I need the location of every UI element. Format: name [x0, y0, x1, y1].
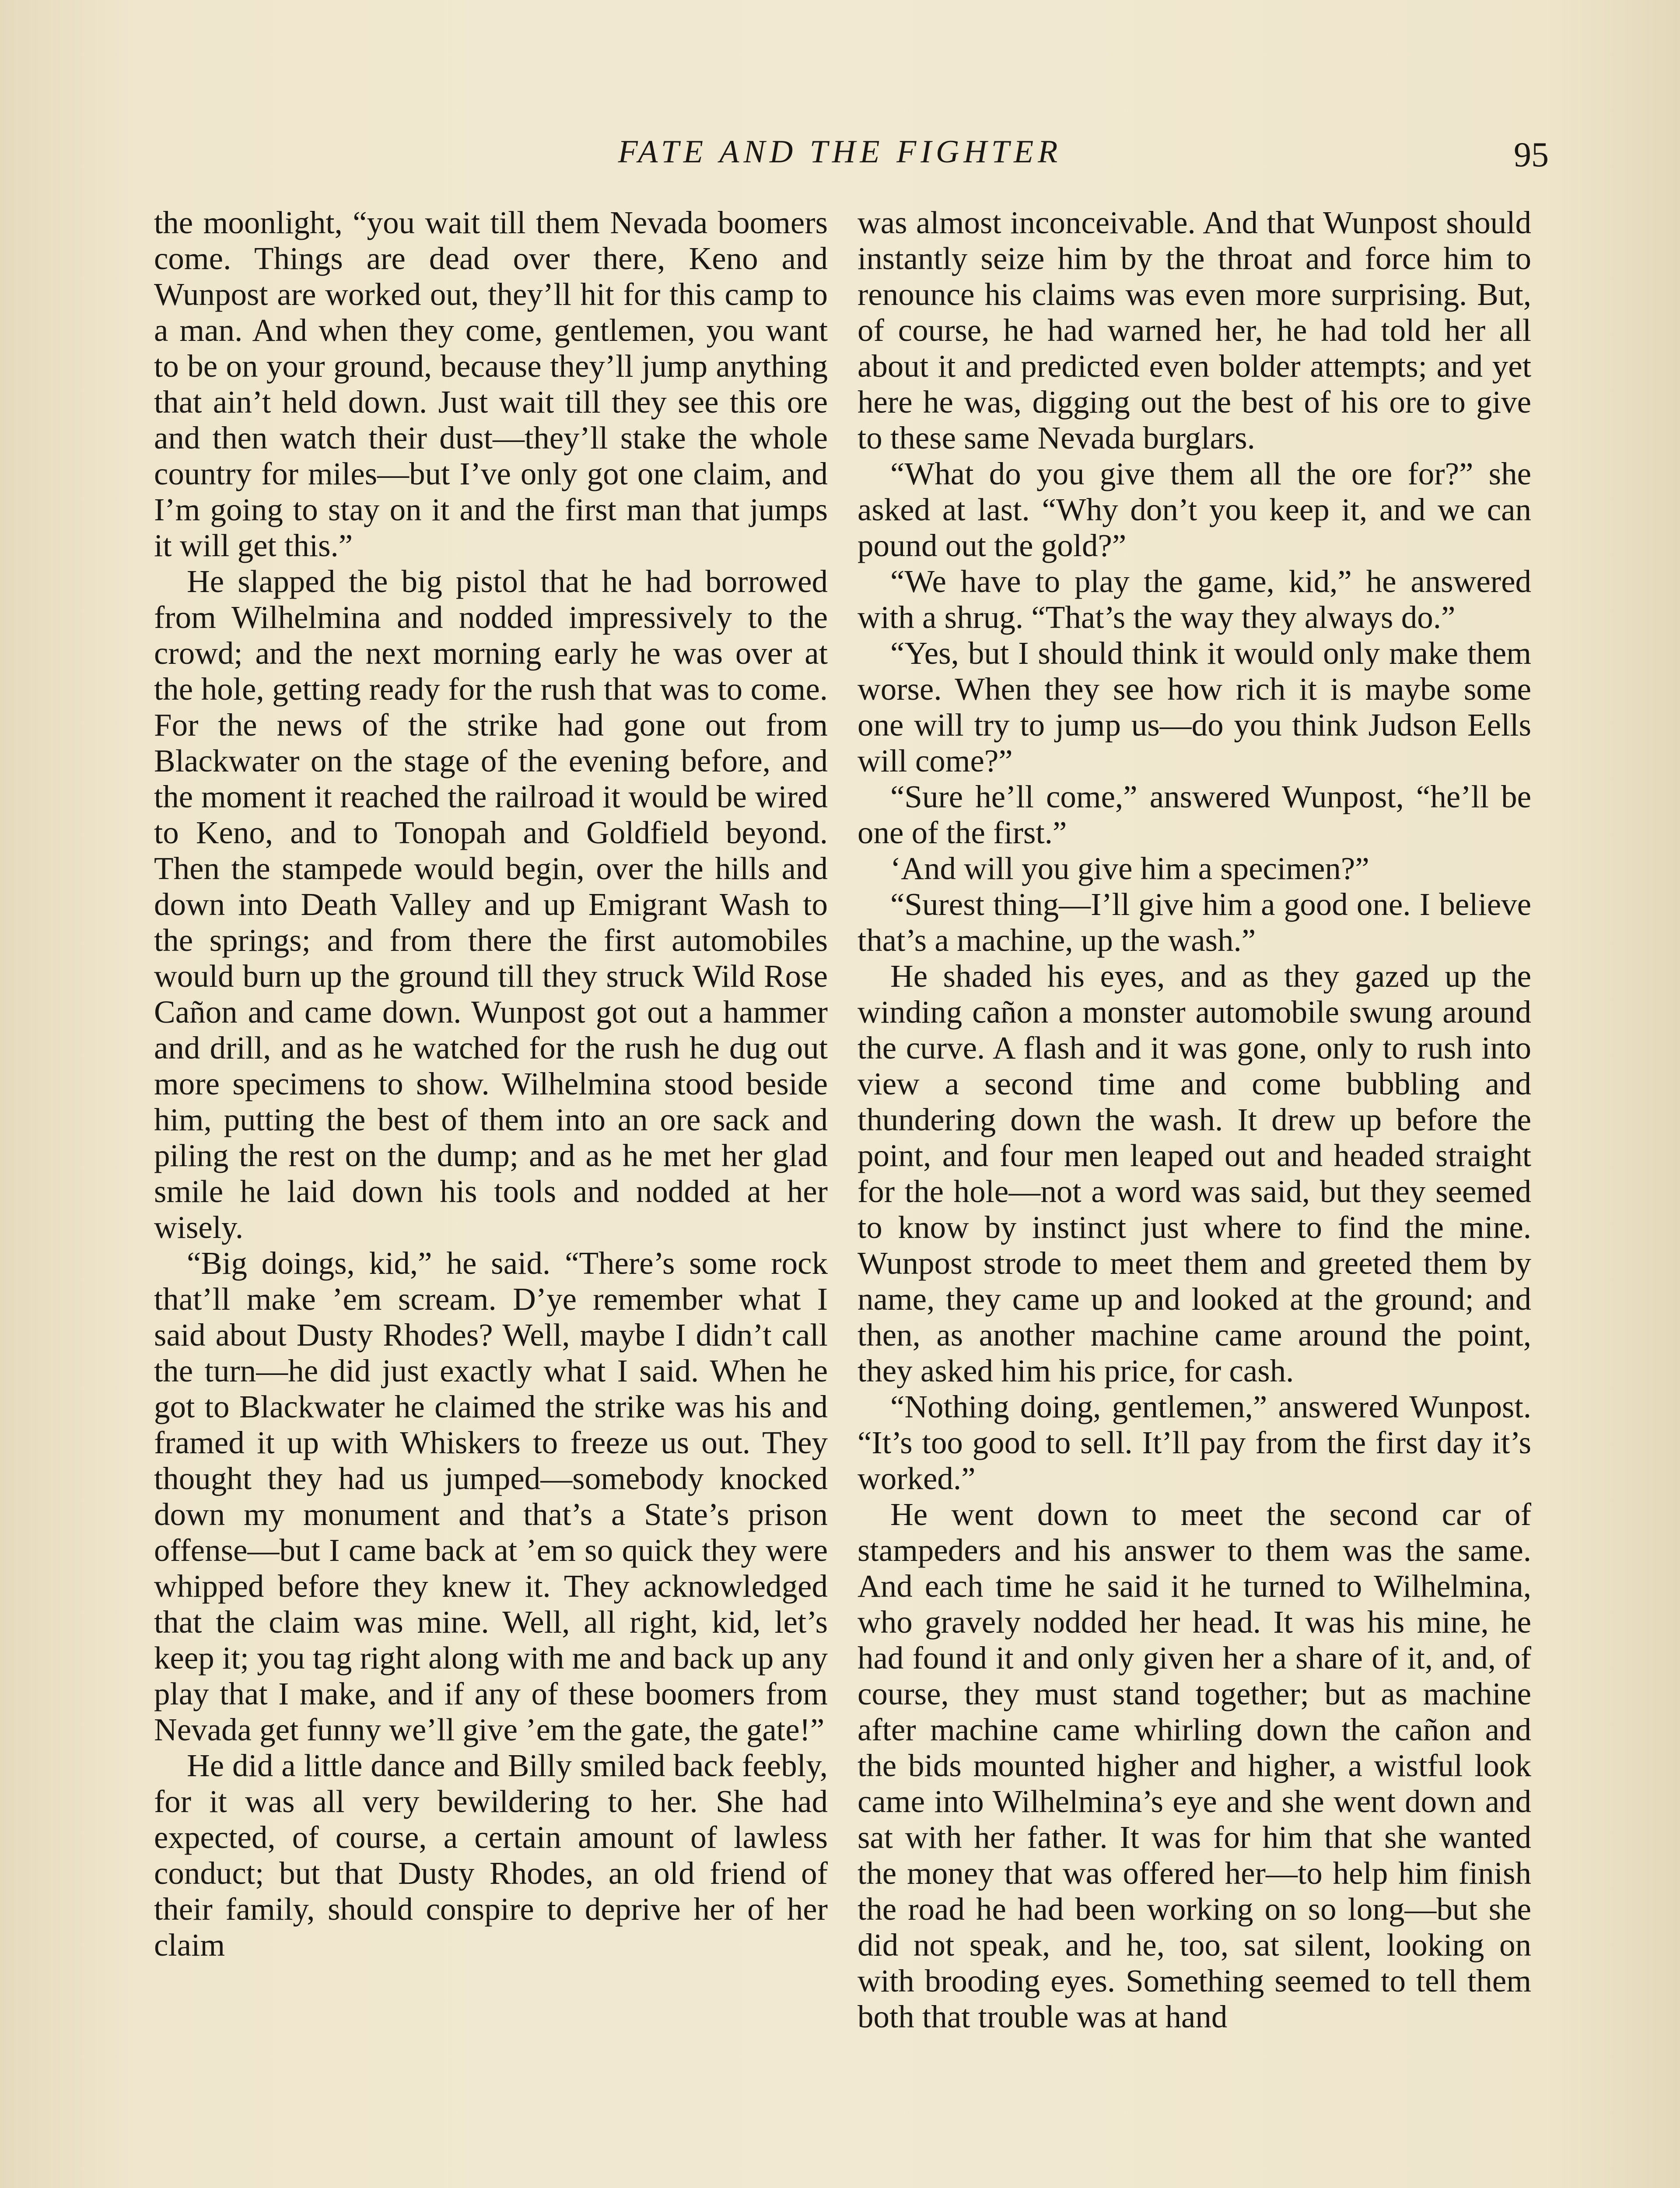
paragraph: He did a little dance and Billy smiled back feebly, for it was all very bewildering to her. She had expected, of course, a certain amount of lawless conduct; but that Dusty Rhodes, an old friend of their family, should conspire to deprive her of her claim [154, 1748, 828, 1963]
paragraph: “Yes, but I should think it would only make them worse. When they see how rich it is maybe some one will try to jump us—do you think Judson Eells will come?” [858, 635, 1531, 778]
paragraph: “Nothing doing, gentlemen,” answered Wunpost. “It’s too good to sell. It’ll pay from the first day it’s worked.” [858, 1389, 1531, 1496]
page-number: 95 [1514, 136, 1549, 174]
paragraph: “Big doings, kid,” he said. “There’s some rock that’ll make ’em scream. D’ye remember what I said about Dusty Rhodes? Well, maybe I didn’t call the turn—he did just exactly what I said. When he got to Blackwater he claimed the strike was his and framed it up with Whiskers to freeze us out. They thought they had us jumped—somebody knocked down my monument and that’s a State’s prison offense—but I came back at ’em so quick they were whipped before they knew it. They acknowledged that the claim was mine. Well, all right, kid, let’s keep it; you tag right along with me and back up any play that I make, and if any of these boomers from Nevada get funny we’ll give ’em the gate, the gate!” [154, 1245, 828, 1747]
paragraph: ‘And will you give him a specimen?” [890, 851, 1369, 886]
paragraph: “We have to play the game, kid,” he answered with a shrug. “That’s the way they always do.” [858, 564, 1531, 635]
paragraph: He slapped the big pistol that he had borrowed from Wilhelmina and nodded impressively to the crowd; and the next morning early he was over at the hole, getting ready for the rush that was to come. For the news of the strike had gone out from Blackwater on the stage of the evening before, and the moment it reached the railroad it would be wired to Keno, and to Tonopah and Goldfield beyond. Then the stampede would begin, over the hills and down into Death Valley and up Emigrant Wash to the springs; and from there the first automobiles would burn up the ground till they struck Wild Rose Cañon and came down. Wunpost got out a hammer and drill, and as he watched for the rush he dug out more specimens to show. Wilhelmina stood beside him, putting the best of them into an ore sack and piling the rest on the dump; and as he met her glad smile he laid down his tools and nodded at her wisely. [154, 564, 828, 1245]
paragraph: He went down to meet the second car of stampeders and his answer to them was the same. And each time he said it he turned to Wilhelmina, who gravely nodded her head. It was his mine, he had found it and only given her a share of it, and, of course, they must stand together; but as machine after machine came whirling down the cañon and the bids mounted higher and higher, a wistful look came into Wilhelmina’s eye and she went down and sat with her father. It was for him that she wanted the money that was offered her—to help him finish the road he had been working on so long—but she did not speak, and he, too, sat silent, looking on with brooding eyes. Something seemed to tell them both that trouble was at hand [858, 1497, 1531, 2034]
paragraph: was almost inconceivable. And that Wunpost should instantly seize him by the throat and force him to renounce his claims was even more surprising. But, of course, he had warned her, he had told her all about it and predicted even bolder attempts; and yet here he was, digging out the best of his ore to give to these same Nevada burglars. [858, 205, 1531, 456]
left-column [154, 205, 828, 2188]
paragraph: “What do you give them all the ore for?” she asked at last. “Why don’t you keep it, and we can pound out the gold?” [858, 456, 1531, 563]
right-column [858, 205, 1531, 2188]
paragraph: “Sure he’ll come,” answered Wunpost, “he’ll be one of the first.” [858, 779, 1531, 850]
paragraph: “Surest thing—I’ll give him a good one. I believe that’s a machine, up the wash.” [858, 887, 1531, 958]
running-head [131, 133, 1549, 177]
running-title: FATE AND THE FIGHTER [618, 134, 1062, 170]
paragraph: the moonlight, “you wait till them Nevada boomers come. Things are dead over there, Keno and Wunpost are worked out, they’ll hit for this camp to a man. And when they come, gentlemen, you want to be on your ground, because they’ll jump anything that ain’t held down. Just wait till they see this ore and then watch their dust—they’ll stake the whole country for miles—but I’ve only got one claim, and I’m going to stay on it and the first man that jumps it will get this.” [154, 205, 828, 563]
paragraph: He shaded his eyes, and as they gazed up the winding cañon a monster automobile swung around the curve. A flash and it was gone, only to rush into view a second time and come bubbling and thundering down the wash. It drew up before the point, and four men leaped out and headed straight for the hole—not a word was said, but they seemed to know by instinct just where to find the mine. Wunpost strode to meet them and greeted them by name, they came up and looked at the ground; and then, as another machine came around the point, they asked him his price, for cash. [858, 958, 1531, 1389]
